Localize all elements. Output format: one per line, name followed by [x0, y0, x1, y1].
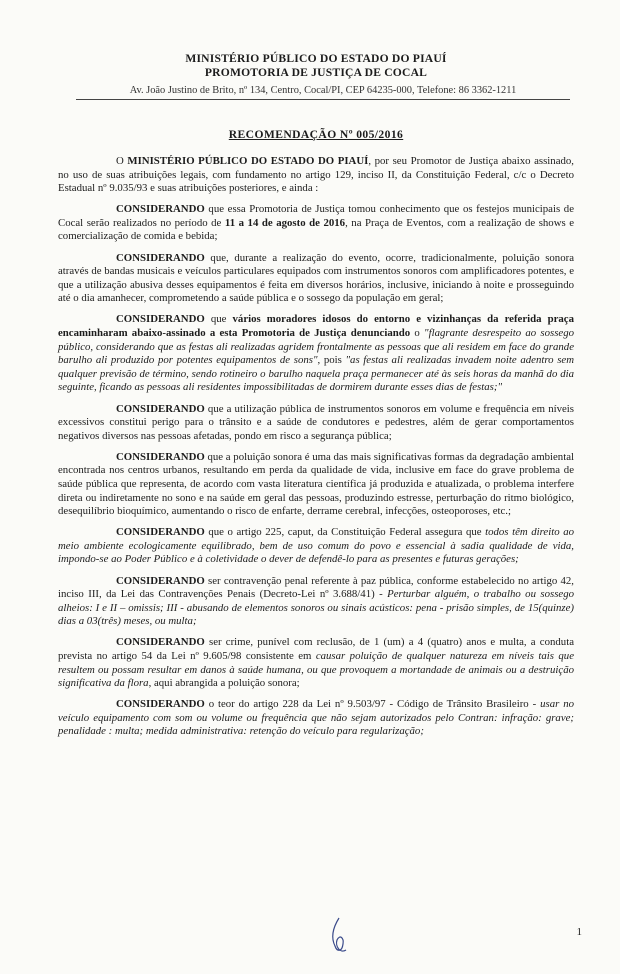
considering-paragraph-3: CONSIDERANDO que vários moradores idosos do entorno e vizinhanças da referida praça encaminharam abaixo-assinado a esta Promotoria de Justiça denunciando o "flagrante desrespeito ao sossego público, considerando que as festas ali realizadas agridem frontalmente as pessoas que ali residem em face do grande barulho ali produzido por potentes equipamentos de sons", pois "as festas ali realizadas invadem noite adentro sem qualquer previsão de término, sendo rotineiro o barulho naquela praça permanecer até às seis horas da manhã do dia seguinte, ficando as pessoas ali residentes impossibilitadas de dormirem durante esses dias de festas;": [58, 313, 575, 394]
header-ministry: MINISTÉRIO PÚBLICO DO ESTADO DO PIAUÍ: [185, 52, 447, 65]
considering-paragraph-9: CONSIDERANDO o teor do artigo 228 da Lei nº 9.503/97 - Código de Trânsito Brasileiro - usar no veículo equipamento com som ou volume ou frequência que não sejam autorizados pelo Contran: infração: grave; penalidade : multa; medida administrativa: retenção do veículo para regularização;: [58, 698, 574, 738]
considering-paragraph-8: CONSIDERANDO ser crime, punível com reclusão, de 1 (um) a 4 (quatro) anos e multa, a conduta prevista no artigo 54 da Lei nº 9.605/98 consistente em causar poluição de qualquer natureza em níveis tais que resultem ou possam resultar em danos à saúde humana, ou que provoquem a mortandade de animais ou a destruição significativa da flora, aqui abrangida a poluição sonora;: [58, 636, 574, 690]
considering-paragraph-6: CONSIDERANDO que o artigo 225, caput, da Constituição Federal assegura que todos têm direito ao meio ambiente ecologicamente equilibrado, bem de uso comum do povo e essencial à sadia qualidade de vida, impondo-se ao Poder Público e à coletividade o dever de defendê-lo para as presentes e futuras gerações;: [58, 526, 574, 566]
intro-paragraph: O MINISTÉRIO PÚBLICO DO ESTADO DO PIAUÍ, por seu Promotor de Justiça abaixo assinado, no uso de suas atribuições legais, com fundamento no artigo 129, inciso II, da Constituição Federal, c/c o Decreto Estadual nº 9.035/93 e suas atribuições posteriores, e ainda :: [58, 155, 574, 195]
considering-paragraph-5: CONSIDERANDO que a poluição sonora é uma das mais significativas formas da degradação ambiental encontrada nos centros urbanos, resultando em perda da qualidade de vida, inclusive em face do grave problema de saúde pública que representa, de acordo com vasta literatura científica já produzida e atualizada, o problema interfere direta ou indiretamente no sono e na saúde em geral das pessoas, produzindo estresse, perturbação do ritmo biológico, desequilíbrio bioquímico, aumentando o risco de enfarte, derrame cerebral, infecções, osteoporoses, etc.;: [58, 450, 574, 518]
considering-paragraph-2: CONSIDERANDO que, durante a realização do evento, ocorre, tradicionalmente, poluição sonora através de bandas musicais e veículos particulares equipados com instrumentos sonoros com amplificadores potentes, e que a utilização abusiva desses equipamentos é feita em diversos horários, inclusive, iniciando à noite e prosseguindo até o dia amanhecer, comprometendo a saúde pública e o sossego da população em geral;: [58, 251, 574, 305]
header-prosecutor-office: PROMOTORIA DE JUSTIÇA DE COCAL: [204, 66, 428, 79]
document-body: [58, 155, 574, 739]
considering-paragraph-7: CONSIDERANDO ser contravenção penal referente à paz pública, conforme estabelecido no artigo 42, inciso III, da Lei das Contravenções Penais (Decreto-Lei nº 3.688/41) - Perturbar alguém, o trabalho ou sossego alheios: I e II – omissis; III - abusando de elementos sonoros ou sinais acústicos: pena - prisão simples, de 15(quinze) dias a 03(três) meses, ou multa;: [58, 574, 575, 628]
header-address: Av. João Justino de Brito, nº 134, Centro, Cocal/PI, CEP 64235-000, Telefone: 86 3362-1211: [76, 84, 570, 100]
recommendation-title: RECOMENDAÇÃO Nº 005/2016: [228, 128, 404, 141]
page-number: 1: [576, 926, 582, 938]
signature-mark: [326, 916, 352, 956]
considering-paragraph-1: CONSIDERANDO que essa Promotoria de Justiça tomou conhecimento que os festejos municipais de Cocal serão realizados no período de 11 a 14 de agosto de 2016, na Praça de Eventos, com a realização de shows e comercialização de comida e bebida;: [58, 203, 575, 243]
considering-paragraph-4: CONSIDERANDO que a utilização pública de instrumentos sonoros em volume e frequência em níveis excessivos constitui perigo para o trânsito e a saúde de condutores e pedestres, além de gerar comportamentos negativos diversos nas pessoas afetadas, pondo em risco a segurança pública;: [58, 402, 574, 442]
